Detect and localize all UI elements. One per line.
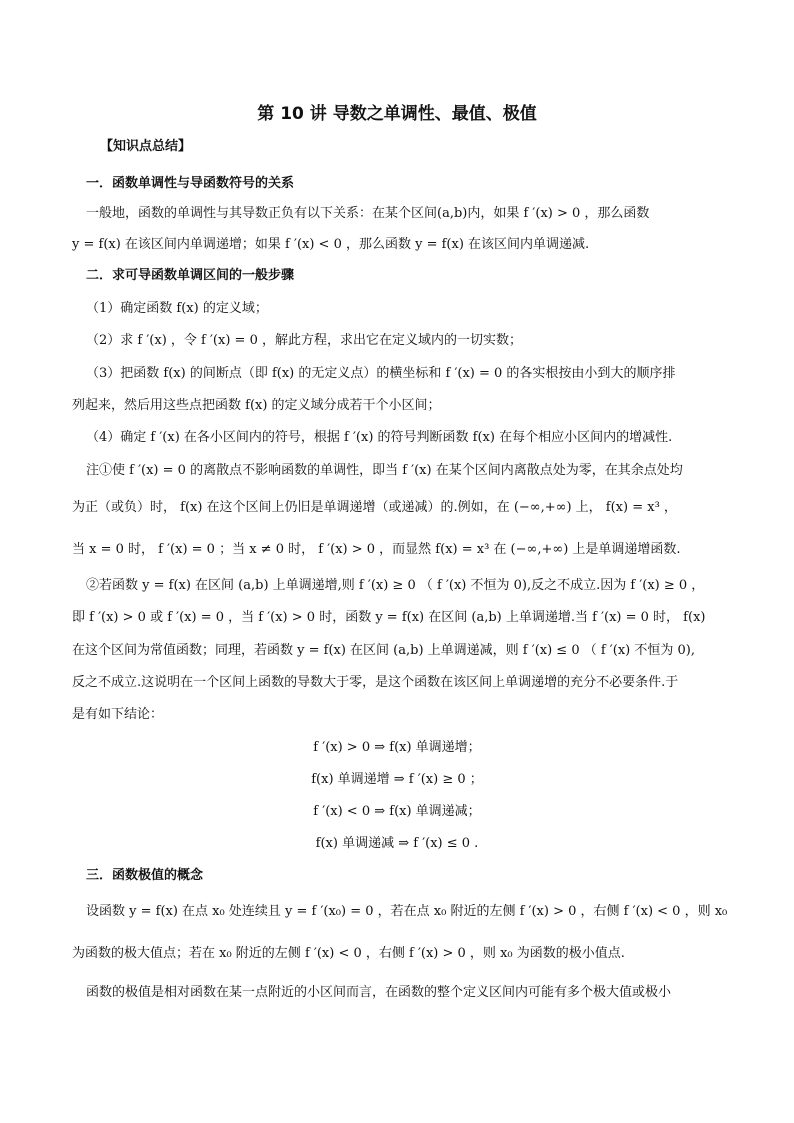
note2-line-4: 反之不成立.这说明在一个区间上函数的导数大于零，是这个函数在该区间上单调递增的充分不必要条件.于 — [72, 675, 679, 690]
note2-line-2: 即 f ′(x) > 0 或 f ′(x) = 0 ，当 f ′(x) > 0 时，函数 y = f(x) 在区间 (a,b) 上单调递增.当 f ′(x) = 0 时， f(x) — [72, 610, 706, 625]
step-3: （3）把函数 f(x) 的间断点（即 f(x) 的无定义点）的横坐标和 f ′(x) = 0 的各实根按由小到大的顺序排 — [86, 366, 676, 381]
section1-heading: 一．函数单调性与导函数符号的关系 — [86, 176, 295, 191]
step-1: （1）确定函数 f(x) 的定义域； — [86, 301, 268, 316]
note1-line-1: 注①使 f ′(x) = 0 的离散点不影响函数的单调性，即当 f ′(x) 在某个区间内离散点处为零，在其余点处均 — [86, 463, 683, 478]
note1-line-2: 为正（或负）时， f(x) 在这个区间上仍旧是单调递增（或递减）的.例如，在 (−∞,+∞) 上， f(x) = x³ ， — [72, 500, 677, 515]
section3-heading: 三．函数极值的概念 — [86, 868, 204, 883]
section3-line-1: 设函数 y = f(x) 在点 x₀ 处连续且 y = f ′(x₀) = 0 ，若在点 x₀ 附近的左侧 f ′(x) > 0 ，右侧 f ′(x) < 0 ，则 x₀ — [86, 904, 728, 919]
note2-line-1: ②若函数 y = f(x) 在区间 (a,b) 上单调递增,则 f ′(x) ≥ 0 （ f ′(x) 不恒为 0),反之不成立.因为 f ′(x) ≥ 0 ， — [86, 578, 705, 593]
knowledge-heading: 【知识点总结】 — [100, 139, 192, 154]
page-title: 第 10 讲 导数之单调性、最值、极值 — [257, 104, 537, 124]
section2-heading: 二．求可导函数单调区间的一般步骤 — [86, 268, 295, 283]
section3-line-3: 函数的极值是相对函数在某一点附近的小区间而言，在函数的整个定义区间内可能有多个极大值或极小 — [86, 985, 672, 1000]
conclusion-2: f(x) 单调递增 ⇒ f ′(x) ≥ 0 ； — [311, 772, 483, 787]
conclusion-4: f(x) 单调递减 ⇒ f ′(x) ≤ 0 . — [315, 836, 479, 851]
section1-line-2: y = f(x) 在该区间内单调递增；如果 f ′(x) < 0 ，那么函数 y = f(x) 在该区间内单调递减. — [72, 237, 590, 252]
section1-line-1: 一般地，函数的单调性与其导数正负有以下关系：在某个区间(a,b)内，如果 f ′(x) > 0 ，那么函数 — [86, 206, 650, 221]
note2-line-5: 是有如下结论： — [72, 707, 164, 722]
step-2: （2）求 f ′(x) ，令 f ′(x) = 0 ，解此方程，求出它在定义域内的一切实数； — [86, 333, 522, 348]
step-4: （4）确定 f ′(x) 在各小区间内的符号，根据 f ′(x) 的符号判断函数 f(x) 在每个相应小区间内的增减性. — [86, 430, 673, 445]
note1-line-3: 当 x = 0 时， f ′(x) = 0 ；当 x ≠ 0 时， f ′(x) > 0 ，而显然 f(x) = x³ 在 (−∞,+∞) 上是单调递增函数. — [72, 542, 681, 557]
section3-line-2: 为函数的极大值点；若在 x₀ 附近的左侧 f ′(x) < 0 ，右侧 f ′(x) > 0 ，则 x₀ 为函数的极小值点. — [72, 946, 625, 961]
step-3-cont: 列起来，然后用这些点把函数 f(x) 的定义域分成若干个小区间； — [72, 398, 441, 413]
conclusion-3: f ′(x) < 0 ⇒ f(x) 单调递减； — [313, 804, 481, 819]
note2-line-3: 在这个区间为常值函数；同理，若函数 y = f(x) 在区间 (a,b) 上单调递减，则 f ′(x) ≤ 0 （ f ′(x) 不恒为 0), — [72, 643, 695, 658]
conclusion-1: f ′(x) > 0 ⇒ f(x) 单调递增； — [313, 740, 481, 755]
